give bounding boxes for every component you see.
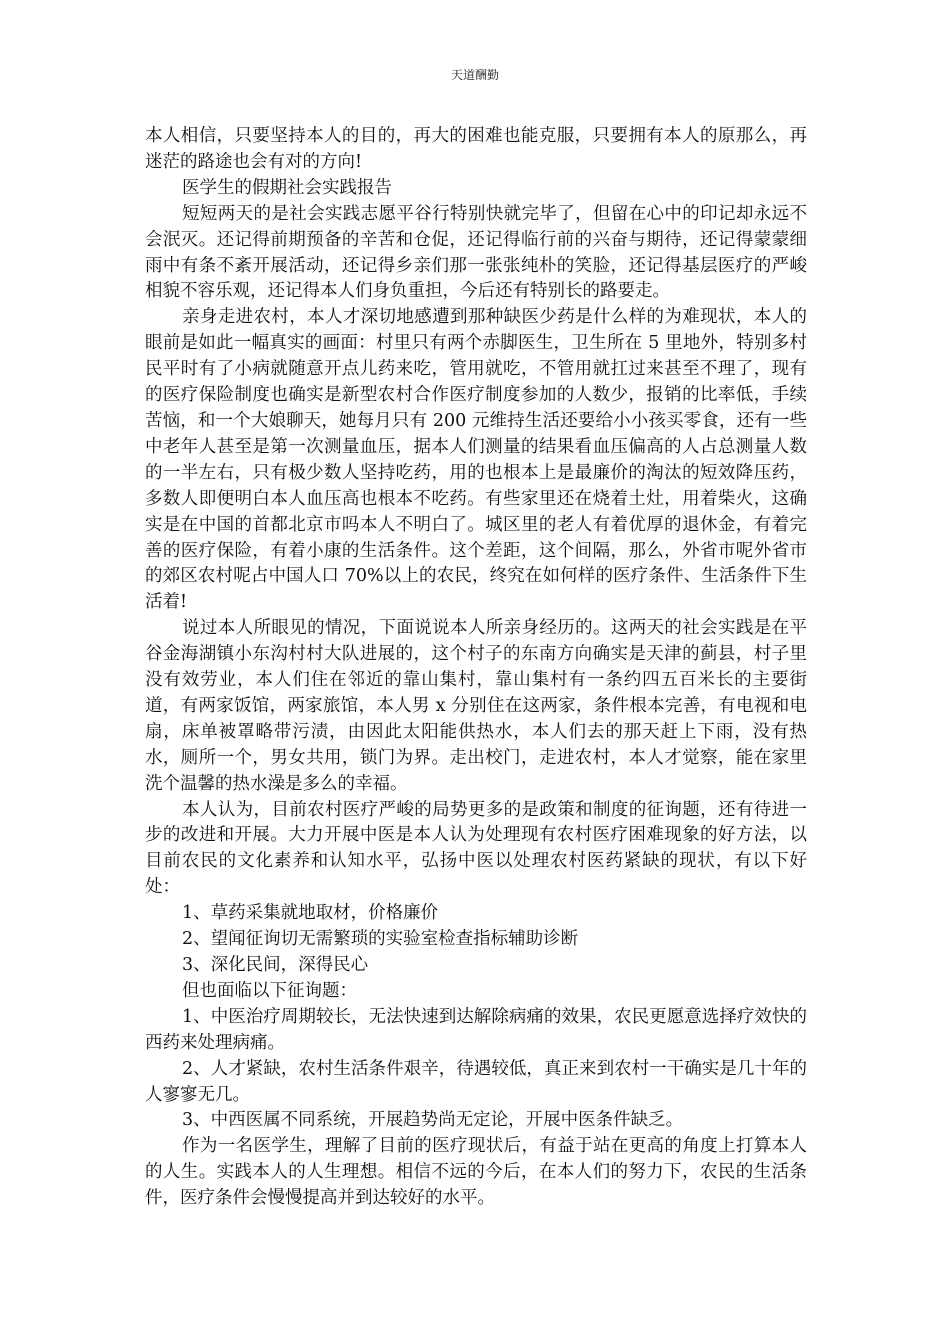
paragraph: 亲身走进农村，本人才深切地感遭到那种缺医少药是什么样的为难现状，本人的眼前是如此一幅真实的画面：村里只有两个赤脚医生，卫生所在 5 里地外，特别多村民平时有了小病就随意开点儿药来吃，管用就吃，不管用就扛过来甚至不理了，现有的医疗保险制度也确实是新型农村合作医疗制度参加的人数少，报销的比率低，手续苦恼，和一个大娘聊天，她每月只有 200 元维持生活还要给小小孩买零食，还有一些中老年人甚至是第一次测量血压，据本人们测量的结果看血压偏高的人占总测量人数的一半左右，只有极少数人坚持吃药，用的也根本上是最廉价的淘汰的短效降压药，多数人即便明白本人血压高也根本不吃药。有些家里还在烧着土灶，用着柴火，这确实是在中国的首都北京市吗本人不明白了。城区里的老人有着优厚的退休金，有着完善的医疗保险，有着小康的生活条件。这个差距，这个间隔，那么，外省市呢外省市的郊区农村呢占中国人口 70%以上的农民，终究在如何样的医疗条件、生活条件下生活着! <box>145 307 807 613</box>
list-item: 1、中医治疗周期较长，无法快速到达解除病痛的效果，农民更愿意选择疗效快的西药来处理病痛。 <box>145 1006 807 1053</box>
list-item: 1、草药采集就地取材，价格廉价 <box>182 903 439 924</box>
list-item: 2、望闻征询切无需繁琐的实验室检查指标辅助诊断 <box>182 929 579 950</box>
paragraph: 但也面临以下征询题： <box>182 980 357 1001</box>
page-header: 天道酬勤 <box>450 68 499 82</box>
paragraph: 说过本人所眼见的情况，下面说说本人所亲身经历的。这两天的社会实践是在平谷金海湖镇小东沟村村大队进展的，这个村子的东南方向确实是天津的蓟县，村子里没有效劳业，本人们住在邻近的靠山集村，靠山集村有一条约四五百米长的主要街道，有两家饭馆，两家旅馆，本人男 x 分别住在这两家，条件根本完善，有电视和电扇，床单被罩略带污渍，由因此太阳能供热水，本人们去的那天赶上下雨，没有热水，厕所一个，男女共用，锁门为界。走出校门，走进农村，本人才觉察，能在家里洗个温馨的热水澡是多么的幸福。 <box>145 618 807 794</box>
paragraph: 本人认为，目前农村医疗严峻的局势更多的是政策和制度的征询题，还有待进一步的改进和开展。大力开展中医是本人认为处理现有农村医疗困难现象的好方法，以目前农民的文化素养和认知水平，弘扬中医以处理农村医药紧缺的现状，有以下好处： <box>145 799 807 898</box>
paragraph: 本人相信，只要坚持本人的目的，再大的困难也能克服，只要拥有本人的原那么，再迷茫的路途也会有对的方向! <box>145 126 807 172</box>
section-title: 医学生的假期社会实践报告 <box>182 177 392 198</box>
paragraph: 短短两天的是社会实践志愿平谷行特别快就完毕了，但留在心中的印记却永远不会泯灭。还记得前期预备的辛苦和仓促，还记得临行前的兴奋与期待，还记得蒙蒙细雨中有条不紊开展活动，还记得乡亲们那一张张纯朴的笑脸，还记得基层医疗的严峻相貌不容乐观，还记得本人们身负重担，今后还有特别长的路要走。 <box>145 203 807 302</box>
paragraph: 作为一名医学生，理解了目前的医疗现状后，有益于站在更高的角度上打算本人的人生。实践本人的人生理想。相信不远的今后，在本人们的努力下，农民的生活条件，医疗条件会慢慢提高并到达较好的水平。 <box>145 1136 807 1209</box>
list-item: 3、深化民间，深得民心 <box>182 955 369 975</box>
list-item: 2、人才紧缺，农村生活条件艰辛，待遇较低，真正来到农村一干确实是几十年的人寥寥无几。 <box>145 1058 807 1105</box>
list-item: 3、中西医属不同系统，开展趋势尚无定论，开展中医条件缺乏。 <box>182 1110 684 1131</box>
document-body <box>145 124 807 1212</box>
